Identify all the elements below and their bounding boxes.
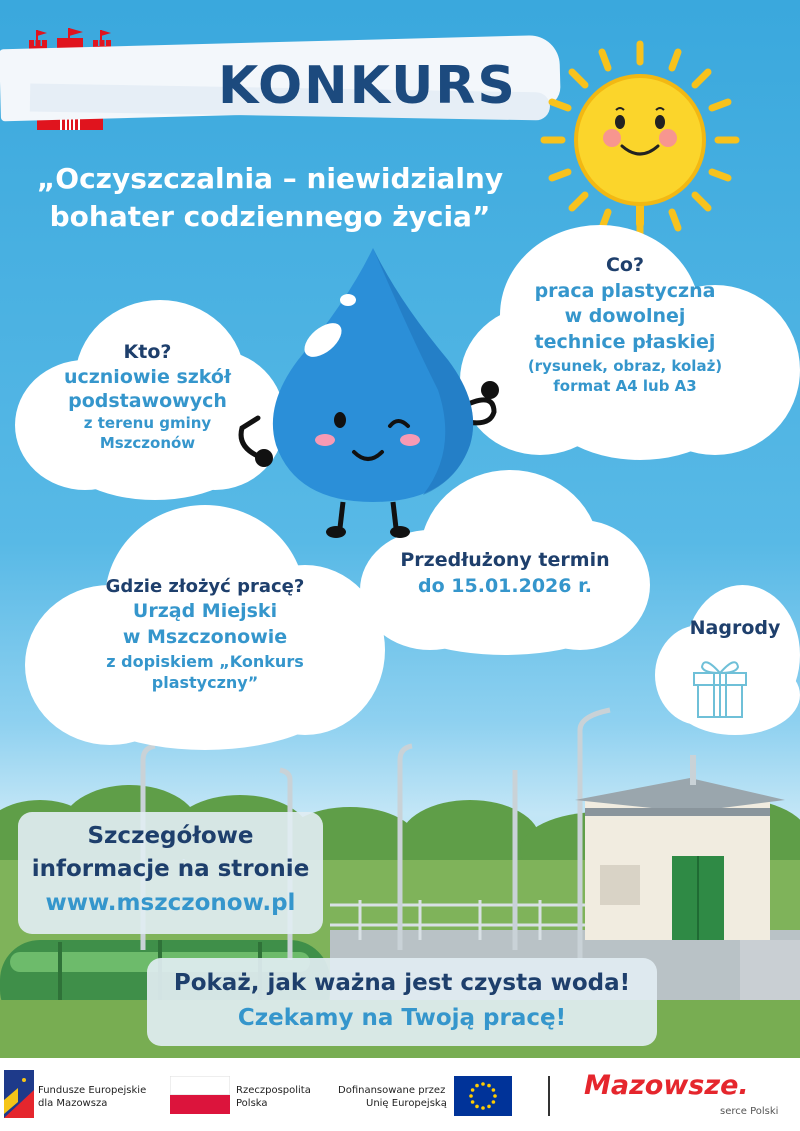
pump-house	[575, 755, 785, 940]
eu-cofunding-text	[338, 1085, 447, 1110]
sun-icon	[540, 40, 740, 240]
poster-title: KONKURS	[218, 56, 517, 116]
footer-divider	[548, 1076, 550, 1116]
footer-text: Polska	[236, 1097, 268, 1109]
footer-text: dla Mazowsza	[38, 1097, 108, 1109]
subtitle-line: „Oczyszczalnia – niewidzialny	[36, 162, 504, 195]
who-text: Mszczonów	[99, 433, 196, 452]
call-to-action-box	[147, 958, 657, 1046]
prizes-heading: Nagrody	[689, 617, 781, 639]
contest-subtitle	[20, 160, 520, 236]
european-funds-logo-icon	[4, 1070, 34, 1118]
polish-flag-icon	[170, 1076, 230, 1114]
eu-flag-icon	[454, 1076, 512, 1116]
where-text: plastyczny”	[151, 673, 259, 693]
details-text: Szczegółowe	[87, 823, 254, 849]
where-text: w Mszczonowie	[122, 625, 288, 648]
call-to-action-text: Pokaż, jak ważna jest czysta woda!	[173, 970, 631, 996]
subtitle-line: bohater codziennego życia”	[49, 199, 491, 233]
what-text: technice płaskiej	[534, 330, 716, 353]
website-link[interactable]: www.mszczonow.pl	[45, 889, 296, 916]
footer-text: Unię Europejską	[366, 1097, 447, 1109]
details-text: informacje na stronie	[31, 856, 310, 883]
what-heading: Co?	[605, 254, 645, 276]
poland-text	[236, 1085, 311, 1110]
mazowsze-tagline: serce Polski	[720, 1106, 779, 1117]
call-to-action-text: Czekamy na Twoją pracę!	[237, 1004, 567, 1031]
what-text: format A4 lub A3	[553, 376, 697, 395]
who-heading: Kto?	[123, 341, 172, 363]
deadline-date: do 15.01.2026 r.	[418, 574, 592, 597]
where-text: z dopiskiem „Konkurs	[106, 651, 304, 671]
cloud-prizes	[655, 585, 800, 735]
gift-icon	[690, 651, 750, 721]
water-drop-mascot-icon	[228, 240, 518, 540]
where-info	[35, 575, 375, 694]
where-text: Urząd Miejski	[132, 600, 278, 623]
footer-logos	[0, 1058, 800, 1131]
footer-text: Rzeczpospolita	[236, 1085, 311, 1096]
footer-text: Fundusze Europejskie	[38, 1085, 147, 1096]
deadline-heading: Przedłużony termin	[400, 549, 610, 571]
who-text: uczniowie szkół	[63, 365, 232, 388]
who-text: z terenu gminy	[83, 414, 212, 433]
what-text: praca plastyczna	[534, 279, 716, 302]
details-box	[18, 812, 323, 934]
what-text: (rysunek, obraz, kolaż)	[527, 356, 723, 375]
deadline-info	[360, 548, 650, 599]
european-funds-text	[38, 1085, 146, 1110]
footer-text: Dofinansowane przez	[338, 1085, 446, 1096]
cloud-where	[25, 505, 385, 750]
where-heading: Gdzie złożyć pracę?	[105, 576, 305, 597]
mazowsze-logo: Mazowsze.	[584, 1070, 749, 1101]
who-text: podstawowych	[68, 390, 227, 413]
what-info	[490, 253, 760, 396]
what-text: w dowolnej	[564, 305, 686, 328]
